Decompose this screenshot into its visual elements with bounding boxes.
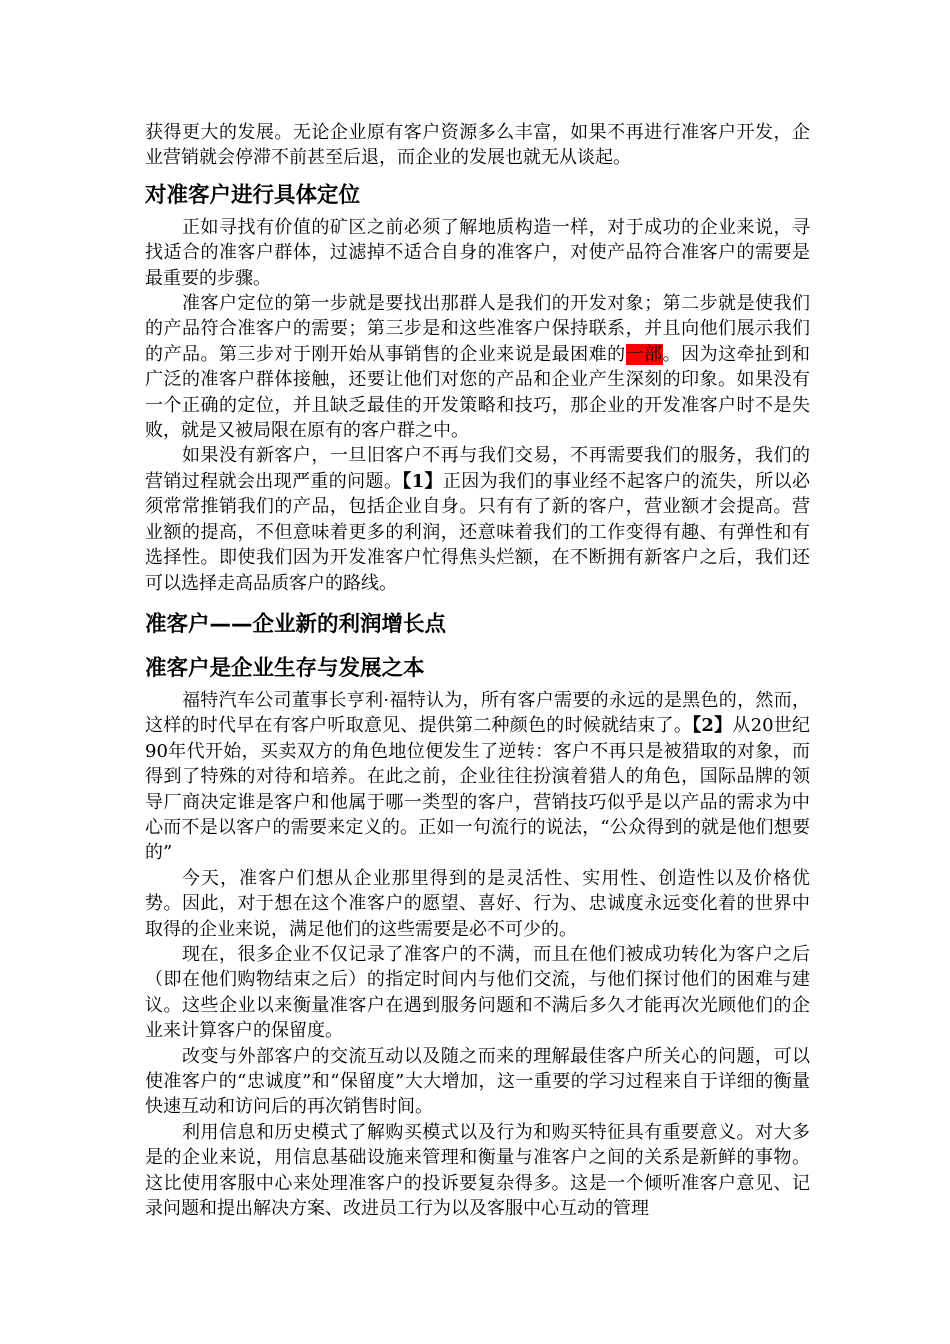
paragraph-foundation-5: 利用信息和历史模式了解购买模式以及行为和购买特征具有重要意义。对大多是的企业来说，用信息基础设施来管理和衡量与准客户之间的关系是新鲜的事物。这比使用客服中心来处理准客户的投诉要复杂得多。这是一个倾听准客户意见、记录问题和提出解决方案、改进员工行为以及客服中心互动的管理 xyxy=(145,1121,810,1220)
paragraph-positioning-2-text-a: 准客户定位的第一步就是要找出那群人是我们的开发对象；第二步就是使我们的产品符合准客户的需要；第三步是和这些准客户保持联系，并且向他们展示我们的产品。第三步对于刚开始从事销售的企业来说是最困难的 xyxy=(145,293,810,365)
paragraph-positioning-2-text-b: 。因为这牵扯到和广泛的准客户群体接触，还要让他们对您的产品和企业产生深刻的印象。如果没有一个正确的定位，并且缺乏最佳的开发策略和技巧，那企业的开发准客户时不是失败，就是又被局限在原有的客户群之中。 xyxy=(145,343,811,442)
paragraph-positioning-3 xyxy=(145,443,810,595)
paragraph-positioning-2 xyxy=(145,291,810,443)
paragraph-foundation-1-text-b: 从20世纪90年代开始，买卖双方的角色地位便发生了逆转：客户不再只是被猎取的对象，而得到了特殊的对待和培养。在此之前，企业往往扮演着猎人的角色，国际品牌的领导厂商决定谁是客户和他属于哪一类型的客户，营销技巧似乎是以产品的需求为中心而不是以客户的需要来定义的。正如一句流行的说法，“公众得到的就是他们想要的” xyxy=(145,715,811,864)
heading-foundation: 准客户是企业生存与发展之本 xyxy=(145,655,425,681)
footnote-ref-2[interactable]: 【2】 xyxy=(692,715,733,737)
paragraph-positioning-3-text-a: 如果没有新客户，一旦旧客户不再与我们交易，不再需要我们的服务，我们的营销过程就会出现严重的问题。 xyxy=(145,445,810,492)
heading-positioning: 对准客户进行具体定位 xyxy=(145,182,361,208)
footnote-ref-1[interactable]: 【1】 xyxy=(402,470,443,492)
paragraph-foundation-4: 改变与外部客户的交流互动以及随之而来的理解最佳客户所关心的问题，可以使准客户的“忠诚度”和“保留度”大大增加，这一重要的学习过程来自于详细的衡量快速互动和访问后的再次销售时间。 xyxy=(145,1045,810,1118)
paragraph-foundation-1 xyxy=(145,688,810,866)
paragraph-foundation-3: 现在，很多企业不仅记录了准客户的不满，而且在他们被成功转化为客户之后（即在他们购物结束之后）的指定时间内与他们交流，与他们探讨他们的困难与建议。这些企业以来衡量准客户在遇到服务问题和不满后多久才能再次光顾他们的企业来计算客户的保留度。 xyxy=(145,943,810,1042)
paragraph-foundation-1-text-a: 福特汽车公司董事长亨利·福特认为，所有客户需要的永远的是黑色的，然而，这样的时代早在有客户听取意见、提供第二种颜色的时候就结束了。 xyxy=(145,689,810,737)
paragraph-positioning-1: 正如寻找有价值的矿区之前必须了解地质构造一样，对于成功的企业来说，寻找适合的准客户群体，过滤掉不适合自身的准客户，对使产品符合准客户的需要是最重要的步骤。 xyxy=(145,216,810,289)
highlighted-text: 一部 xyxy=(625,343,663,365)
heading-profit-growth: 准客户——企业新的利润增长点 xyxy=(145,611,447,637)
paragraph-foundation-2: 今天，准客户们想从企业那里得到的是灵活性、实用性、创造性以及价格优势。因此，对于想在这个准客户的愿望、喜好、行为、忠诚度永远变化着的世界中取得的企业来说，满足他们的这些需要是必不可少的。 xyxy=(145,867,810,940)
paragraph-positioning-3-text-b: 正因为我们的事业经不起客户的流失，所以必须常常推销我们的产品，包括企业自身。只有有了新的客户，营业额才会提高。营业额的提高，不但意味着更多的利润，还意味着我们的工作变得有趣、有弹性和有选择性。即使我们因为开发准客户忙得焦头烂额，在不断拥有新客户之后，我们还可以选择走高品质客户的路线。 xyxy=(145,470,811,594)
paragraph-intro: 获得更大的发展。无论企业原有客户资源多么丰富，如果不再进行准客户开发，企业营销就会停滞不前甚至后退，而企业的发展也就无从谈起。 xyxy=(145,122,810,169)
document-page xyxy=(145,120,810,1221)
